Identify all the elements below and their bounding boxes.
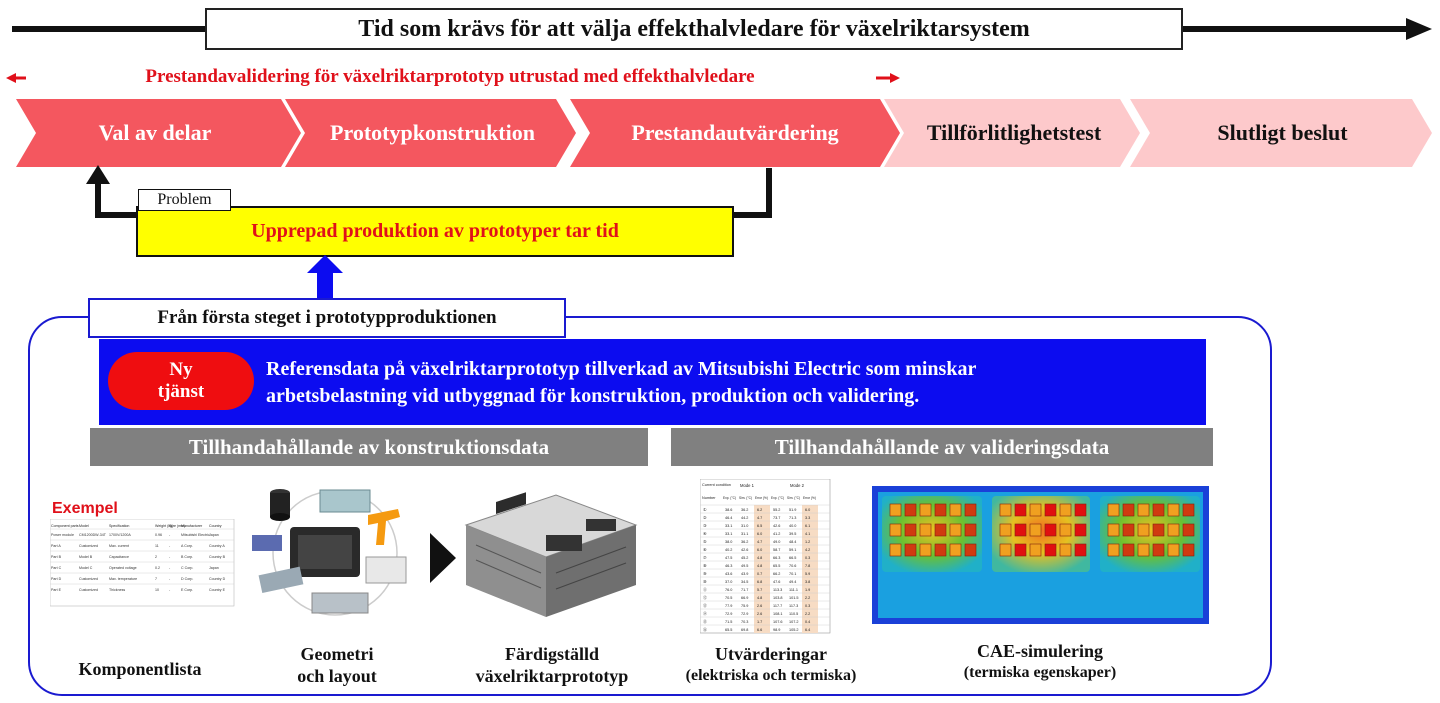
- eval-sub-header: Sim. (°C): [739, 496, 752, 500]
- cae-caption-line-1: CAE-simulering: [977, 641, 1103, 661]
- cae-chip-cell: [1000, 544, 1011, 556]
- cae-chip-cell: [935, 504, 946, 516]
- design-data-heading: Tillhandahållande av konstruktionsdata: [90, 428, 648, 466]
- eval-table-cell: ⑩: [703, 580, 707, 584]
- eval-table-cell: 0.7: [757, 572, 763, 576]
- eval-table-cell: 33.1: [725, 524, 733, 528]
- eval-table-cell: 110.5: [789, 612, 799, 616]
- eval-table-cell: 31.0: [741, 524, 749, 528]
- cae-chip-cell: [1000, 504, 1011, 516]
- eval-table-cell: 43.9: [741, 572, 749, 576]
- eval-table-cell: 49.0: [773, 540, 781, 544]
- component-table-cell: Country D: [209, 577, 226, 581]
- step-performance-evaluation: Prestandautvärdering: [631, 120, 839, 145]
- up-arrow-icon: [305, 255, 345, 301]
- eval-table-cell: 2.2: [805, 596, 811, 600]
- eval-table-cell: 7.8: [805, 564, 811, 568]
- finished-caption-line-1: Färdigställd: [504, 644, 599, 664]
- cae-chip-cell: [1015, 524, 1026, 536]
- cae-chip-cell: [965, 544, 976, 556]
- eval-table-cell: 47.6: [773, 580, 781, 584]
- eval-table-cell: ⑥: [703, 548, 707, 552]
- eval-table-cell: 1.7: [757, 620, 763, 624]
- cae-chip-cell: [935, 544, 946, 556]
- eval-table-cell: 111.1: [789, 588, 798, 592]
- eval-table-cell: 72.9: [741, 612, 749, 616]
- geometry-caption: [262, 643, 412, 687]
- eval-table-cell: 98.9: [773, 628, 781, 632]
- component-table-cell: Part B: [51, 555, 61, 559]
- cae-chip-cell: [1168, 524, 1179, 536]
- eval-table-cell: 4.2: [805, 548, 811, 552]
- next-step-triangle: [430, 533, 458, 583]
- eval-table-cell: 107.2: [789, 620, 799, 624]
- eval-table-cell: 0.3: [805, 556, 811, 560]
- eval-table-cell: 43.6: [725, 572, 733, 576]
- eval-table-cell: 42.6: [773, 524, 781, 528]
- finished-caption-line-2: växelriktarprototyp: [475, 666, 629, 686]
- eval-table-cell: 4.8: [757, 596, 763, 600]
- cae-chip-cell: [1045, 524, 1056, 536]
- cae-chip-cell: [1060, 544, 1071, 556]
- component-table-cell: Country B: [209, 555, 225, 559]
- component-table-cell: 7: [155, 577, 157, 581]
- eval-col-number: Number: [702, 496, 716, 500]
- cae-chip-cell: [1183, 524, 1194, 536]
- cae-chip-cell: [965, 524, 976, 536]
- evaluations-caption: [656, 643, 886, 687]
- cover-part: [312, 593, 368, 613]
- eval-table-cell: 5.9: [805, 572, 811, 576]
- component-table-cell: Customized: [79, 588, 98, 592]
- eval-table-cell: 76.0: [725, 588, 733, 592]
- eval-table-cell: 6.0: [757, 532, 763, 536]
- badge-line-1: Ny: [169, 359, 193, 380]
- component-table-cell: Part D: [51, 577, 62, 581]
- pcb-part: [366, 557, 406, 583]
- cae-chip-cell: [1153, 524, 1164, 536]
- cae-chip-cell: [905, 544, 916, 556]
- eval-table-cell: 4.8: [757, 556, 763, 560]
- component-table-header: Component parts: [51, 524, 79, 528]
- eval-table-cell: 49.5: [741, 564, 749, 568]
- cae-chip-cell: [1045, 544, 1056, 556]
- eval-table-cell: 55.2: [773, 508, 781, 512]
- cae-chip-cell: [890, 504, 901, 516]
- component-table-cell: 10: [155, 588, 159, 592]
- component-table-cell: Model C: [79, 566, 93, 570]
- cae-chip-cell: [1015, 544, 1026, 556]
- eval-mode2: Mode 2: [790, 483, 804, 488]
- component-table-cell: Model B: [79, 555, 93, 559]
- cae-chip-cell: [1168, 544, 1179, 556]
- evaluation-table: [700, 479, 832, 637]
- component-table-cell: 11: [155, 544, 159, 548]
- eval-table-cell: 69.8: [741, 628, 749, 632]
- eval-table-cell: 6.0: [757, 548, 763, 552]
- cae-chip-cell: [1108, 544, 1119, 556]
- validation-data-heading: Tillhandahållande av valideringsdata: [671, 428, 1213, 466]
- eval-sub-header: Error (%): [755, 496, 768, 500]
- component-table-header: Size (mm): [169, 524, 186, 528]
- cae-chip-cell: [1015, 504, 1026, 516]
- component-table-cell: Max. temperature: [109, 577, 138, 581]
- eval-table-cell: 5.7: [757, 588, 763, 592]
- eval-sub-header: Exp. (°C): [723, 496, 736, 500]
- eval-table-cell: 71.7: [741, 588, 749, 592]
- eval-table-cell: ③: [703, 524, 707, 528]
- component-table-header: Manufacturer: [181, 524, 203, 528]
- eval-sub-header: Sim. (°C): [787, 496, 800, 500]
- eval-table-cell: ⑤: [703, 540, 707, 544]
- description-line-1: Referensdata på växelriktarprototyp tillverkad av Mitsubishi Electric som minskar: [266, 358, 977, 380]
- eval-table-cell: 77.9: [725, 604, 733, 608]
- cae-chip-cell: [1030, 544, 1041, 556]
- eval-table-cell: 75.9: [741, 604, 749, 608]
- eval-table-cell: 6.1: [805, 524, 811, 528]
- eval-table-cell: 65.5: [725, 628, 733, 632]
- cae-chip-cell: [935, 524, 946, 536]
- cae-chip-cell: [1138, 544, 1149, 556]
- eval-table-cell: 42.6: [741, 548, 749, 552]
- eval-table-cell: 6.5: [757, 524, 763, 528]
- eval-table-cell: 70.5: [725, 596, 733, 600]
- cae-chip-cell: [1138, 504, 1149, 516]
- cae-chip-cell: [1030, 504, 1041, 516]
- component-list-table: [50, 519, 236, 617]
- inverter-prototype-image: [456, 485, 642, 625]
- cae-chip-cell: [1153, 544, 1164, 556]
- eval-table-cell: 65.5: [773, 564, 781, 568]
- eval-table-cell: 34.5: [741, 580, 749, 584]
- eval-table-cell: ⑮: [703, 620, 707, 624]
- component-table-cell: C Corp.: [181, 566, 194, 570]
- eval-table-cell: 51.9: [789, 508, 797, 512]
- eval-table-cell: 2.2: [805, 612, 811, 616]
- eval-table-cell: 2.6: [757, 604, 763, 608]
- component-table-cell: Max. current: [109, 544, 129, 548]
- eval-table-cell: 6.2: [757, 508, 763, 512]
- eval-table-cell: 66.2: [773, 572, 781, 576]
- eval-table-cell: 1.9: [805, 588, 811, 592]
- eval-table-cell: 38.0: [725, 540, 733, 544]
- eval-table-cell: 1.2: [805, 540, 811, 544]
- eval-table-cell: ②: [703, 516, 707, 520]
- plate-part: [259, 567, 304, 593]
- evaluations-caption-line-2: (elektriska och termiska): [685, 667, 857, 684]
- eval-table-cell: ①: [703, 508, 707, 512]
- component-table-header: Model: [79, 524, 89, 528]
- component-table-cell: Power module: [51, 533, 74, 537]
- validation-label: Prestandavalidering för växelriktarprototyp utrustad med effekthalvledare: [145, 66, 755, 87]
- cae-caption-line-2: (termiska egenskaper): [963, 664, 1117, 681]
- component-table-cell: Japan: [209, 533, 219, 537]
- component-list-caption: Komponentlista: [78, 659, 202, 679]
- eval-table-cell: 33.1: [725, 532, 733, 536]
- cae-chip-cell: [950, 544, 961, 556]
- eval-table-cell: 66.5: [789, 556, 797, 560]
- eval-sub-header: Error (%): [803, 496, 816, 500]
- eval-table-cell: 2.6: [757, 612, 763, 616]
- bracket-part: [252, 535, 282, 551]
- eval-table-cell: 44.2: [741, 516, 749, 520]
- eval-table-cell: 39.5: [789, 532, 797, 536]
- geometry-caption-line-1: Geometri: [300, 644, 374, 664]
- eval-table-cell: ④: [703, 532, 707, 536]
- eval-table-cell: 38.6: [725, 508, 733, 512]
- cae-chip-cell: [905, 524, 916, 536]
- component-table-cell: D Corp.: [181, 577, 194, 581]
- eval-table-cell: 46.3: [725, 564, 733, 568]
- cae-chip-cell: [1168, 504, 1179, 516]
- component-table-cell: Mitsubishi Electric: [181, 533, 210, 537]
- example-label: Exempel: [52, 500, 118, 517]
- component-table-cell: -: [169, 577, 171, 581]
- eval-table-cell: ⑨: [703, 572, 707, 576]
- parts-geometry-illustration: [250, 485, 420, 620]
- component-table-cell: Country E: [209, 588, 225, 592]
- eval-table-cell: 6.6: [757, 628, 763, 632]
- component-table-cell: 2: [155, 555, 157, 559]
- eval-table-cell: 113.3: [773, 588, 783, 592]
- finished-prototype-caption: [456, 643, 648, 687]
- eval-table-cell: 105.2: [789, 628, 799, 632]
- service-description: [266, 356, 1196, 410]
- eval-table-cell: 117.3: [789, 604, 799, 608]
- problem-box: Upprepad produktion av prototyper tar tid: [136, 206, 734, 257]
- cae-chip-cell: [920, 504, 931, 516]
- cae-chip-cell: [950, 504, 961, 516]
- eval-table-cell: 59.1: [789, 548, 797, 552]
- cae-chip-cell: [1000, 524, 1011, 536]
- cae-chip-cell: [890, 544, 901, 556]
- cae-chip-cell: [920, 544, 931, 556]
- geometry-caption-line-2: och layout: [297, 666, 377, 686]
- component-table-cell: Part A: [51, 544, 61, 548]
- eval-col-condition: Current condition: [702, 483, 731, 487]
- eval-table-cell: ⑦: [703, 556, 707, 560]
- step-prototype-design: Prototypkonstruktion: [330, 120, 535, 145]
- eval-table-cell: 45.2: [741, 556, 749, 560]
- step-reliability-test: Tillförlitlighetstest: [926, 120, 1102, 145]
- component-table-cell: Part E: [51, 588, 61, 592]
- eval-table-cell: 4.7: [757, 540, 763, 544]
- cae-chip-cell: [1060, 504, 1071, 516]
- cae-chip-cell: [1123, 524, 1134, 536]
- description-line-2: arbetsbelastning vid utbyggnad för konstruktion, produktion och validering.: [266, 385, 920, 407]
- step-parts-selection: Val av delar: [98, 120, 212, 145]
- cae-chip-cell: [1123, 544, 1134, 556]
- component-table-cell: Thickness: [109, 588, 126, 592]
- component-table-cell: -: [169, 588, 171, 592]
- eval-table-cell: 71.3: [789, 516, 797, 520]
- cae-chip-cell: [965, 504, 976, 516]
- component-table-cell: 1700V/1200A: [109, 533, 131, 537]
- eval-table-cell: 6.0: [805, 508, 811, 512]
- eval-table-cell: 58.7: [773, 548, 781, 552]
- eval-table-cell: 40.2: [725, 548, 733, 552]
- cae-chip-cell: [1153, 504, 1164, 516]
- eval-table-cell: 3.8: [805, 580, 811, 584]
- eval-table-cell: ⑭: [703, 612, 707, 616]
- cae-chip-cell: [905, 504, 916, 516]
- cae-thermal-simulation-image: [872, 486, 1209, 624]
- component-table-cell: B Corp.: [181, 555, 194, 559]
- eval-table-cell: 31.1: [741, 532, 749, 536]
- eval-table-cell: 41.2: [773, 532, 781, 536]
- component-table-cell: -: [169, 555, 171, 559]
- component-table-cell: E Corp.: [181, 588, 194, 592]
- eval-table-cell: 66.9: [741, 596, 749, 600]
- eval-table-cell: 36.2: [741, 508, 749, 512]
- cae-chip-cell: [1075, 504, 1086, 516]
- first-step-label: Från första steget i prototypproduktionen: [88, 298, 566, 338]
- eval-table-cell: 70.1: [789, 572, 797, 576]
- component-table-cell: Country A: [209, 544, 225, 548]
- eval-table-cell: 108.1: [773, 612, 783, 616]
- eval-table-cell: 107.6: [773, 620, 783, 624]
- eval-table-cell: 70.3: [741, 620, 749, 624]
- component-table-cell: Japan: [209, 566, 219, 570]
- component-table-cell: A Corp.: [181, 544, 193, 548]
- component-table-header: Weight (kg): [155, 524, 174, 528]
- cae-chip-cell: [920, 524, 931, 536]
- cae-chip-cell: [950, 524, 961, 536]
- component-table-cell: Part C: [51, 566, 62, 570]
- component-table-cell: 0.96: [155, 533, 162, 537]
- eval-table-cell: 49.4: [789, 580, 797, 584]
- problem-tag: Problem: [138, 189, 231, 211]
- eval-table-cell: 4.1: [805, 532, 811, 536]
- component-table-cell: 0.2: [155, 566, 160, 570]
- step-final-decision: Slutligt beslut: [1217, 120, 1348, 145]
- component-table-cell: Customized: [79, 577, 98, 581]
- eval-table-cell: ⑪: [703, 588, 707, 592]
- eval-table-cell: 6.4: [805, 628, 811, 632]
- component-table-header: Country: [209, 524, 222, 528]
- eval-table-cell: 70.6: [789, 564, 797, 568]
- eval-table-cell: 101.5: [789, 596, 799, 600]
- component-table-cell: Capacitance: [109, 555, 129, 559]
- eval-table-cell: 73.7: [773, 516, 781, 520]
- eval-table-cell: 117.7: [773, 604, 783, 608]
- eval-table-cell: 66.3: [773, 556, 781, 560]
- eval-table-cell: 46.4: [725, 516, 733, 520]
- eval-table-cell: ⑫: [703, 596, 707, 600]
- component-table-cell: Operated voltage: [109, 566, 137, 570]
- cae-chip-cell: [1075, 544, 1086, 556]
- component-table-cell: -: [169, 533, 171, 537]
- eval-table-cell: 47.5: [725, 556, 733, 560]
- heatsink-part: [320, 490, 370, 512]
- eval-table-cell: ⑧: [703, 564, 707, 568]
- cae-chip-cell: [1045, 504, 1056, 516]
- eval-table-cell: 0.3: [805, 604, 811, 608]
- cae-chip-cell: [1183, 504, 1194, 516]
- eval-table-cell: 4.7: [757, 516, 763, 520]
- badge-line-2: tjänst: [157, 381, 205, 402]
- eval-table-cell: 48.4: [789, 540, 797, 544]
- component-table-cell: CM1200DW-34T: [79, 533, 106, 537]
- cae-chip-cell: [1060, 524, 1071, 536]
- cae-chip-cell: [1108, 524, 1119, 536]
- cae-chip-cell: [1123, 504, 1134, 516]
- eval-table-cell: 37.0: [725, 580, 733, 584]
- cae-chip-cell: [1138, 524, 1149, 536]
- eval-sub-header: Exp. (°C): [771, 496, 784, 500]
- eval-table-cell: 0.4: [805, 620, 811, 624]
- cae-caption: [900, 640, 1180, 684]
- eval-table-cell: ⑯: [703, 628, 707, 632]
- cae-chip-cell: [1075, 524, 1086, 536]
- component-table-cell: -: [169, 544, 171, 548]
- eval-table-cell: 36.2: [741, 540, 749, 544]
- eval-mode1: Mode 1: [740, 483, 754, 488]
- evaluations-caption-line-1: Utvärderingar: [715, 644, 827, 664]
- new-service-badge: [108, 352, 254, 410]
- cae-chip-cell: [890, 524, 901, 536]
- eval-table-cell: 3.3: [805, 516, 811, 520]
- eval-table-cell: 4.8: [757, 564, 763, 568]
- eval-table-cell: 40.0: [789, 524, 797, 528]
- cae-chip-cell: [1030, 524, 1041, 536]
- eval-table-cell: 6.8: [757, 580, 763, 584]
- eval-table-cell: 72.9: [725, 612, 733, 616]
- component-table-cell: -: [169, 566, 171, 570]
- eval-table-cell: 103.8: [773, 596, 783, 600]
- cae-chip-cell: [1183, 544, 1194, 556]
- eval-table-cell: 71.5: [725, 620, 733, 624]
- component-table-header: Specification: [109, 524, 130, 528]
- component-table-cell: Customized: [79, 544, 98, 548]
- eval-table-cell: ⑬: [703, 604, 707, 608]
- cae-chip-cell: [1108, 504, 1119, 516]
- page-title: Tid som krävs för att välja effekthalvledare för växelriktarsystem: [205, 8, 1183, 50]
